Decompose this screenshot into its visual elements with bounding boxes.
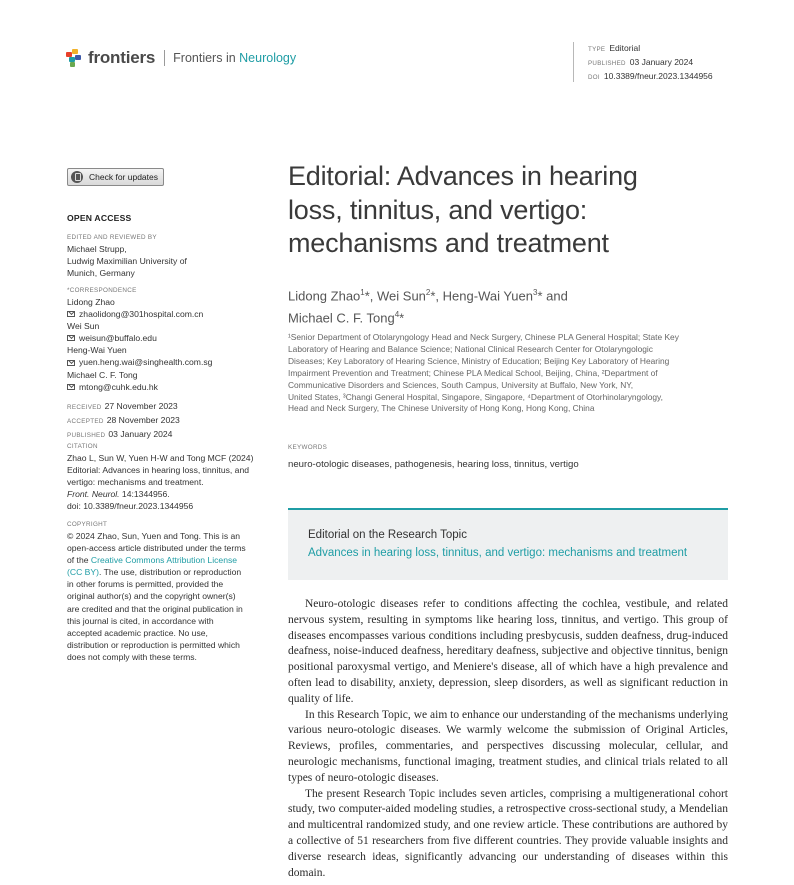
copyright-line: this journal is cited, in accordance with	[67, 615, 214, 626]
dates-section	[67, 400, 277, 442]
email-link[interactable]: weisun@buffalo.edu	[67, 332, 277, 344]
copyright-section	[67, 520, 277, 663]
citation-doi[interactable]: doi: 10.3389/fneur.2023.1344956	[67, 501, 194, 512]
check-updates-label: Check for updates	[89, 172, 158, 182]
affiliations: ¹Senior Department of Otolaryngology Head and Neck Surgery, Chinese PLA General Hospital; State Key Laboratory of Hearing and Balance Science; National Clinical Research Center for Otolaryngologic Diseases; Key Laboratory of Hearing Science, Ministry of Education; Beijing Key Laboratory of Hearing Impairment Prevention and Treatment; Chinese PLA Medical School, Beijing, China, ²Department of Communicative Disorders and Sciences, South Campus, University at Buffalo, New York, NY, United States, ³Changi General Hospital, Singapore, Singapore, ⁴Department of Otorhinolaryngology, Head and Neck Surgery, The Chinese University of Hong Kong, Hong Kong, China	[288, 332, 679, 414]
correspondent-name: Michael C. F. Tong	[67, 369, 138, 380]
copyright-line: open-access article distributed under the terms	[67, 543, 246, 554]
correspondent-name: Wei Sun	[67, 321, 100, 332]
body-paragraph: The present Research Topic includes seven articles, comprising a multigenerational cohort study, two computer-aided modeling studies, a retrospective cross-sectional study, a Mendelian and multicentral randomized study, and one review article. These contributions are authored by a collective of 51 researchers from five different countries. They provide valuable insights and diverse research ideas, significantly advancing our understanding of diseases within this domain.	[288, 787, 728, 879]
mail-icon	[67, 384, 75, 390]
editor-line: Munich, Germany	[67, 268, 135, 279]
correspondent-name: Heng-Wai Yuen	[67, 345, 127, 356]
journal-name: Frontiers in Neurology	[173, 51, 297, 65]
keywords: neuro-otologic diseases, pathogenesis, hearing loss, tinnitus, vertigo	[288, 459, 579, 470]
received-date: RECEIVED 27 November 2023	[67, 401, 178, 411]
keywords-heading: KEYWORDS	[288, 444, 328, 451]
copyright-line: accepted academic practice. No use,	[67, 627, 208, 638]
article-body	[288, 597, 728, 881]
frontiers-logo-icon	[66, 49, 82, 67]
editor-section	[67, 233, 277, 279]
article-doi[interactable]: DOI 10.3389/fneur.2023.1344956	[588, 71, 713, 81]
copyright-line: (CC BY). The use, distribution or reproduction	[67, 567, 242, 578]
author-list: Lidong Zhao$^1$*, Wei Sun$^2$*, Heng-Wai Yuen$^3$* and Michael C. F. Tong$^4$*	[288, 288, 568, 326]
citation-journal: Front. Neurol. 14:1344956.	[67, 489, 170, 500]
mail-icon	[67, 335, 75, 341]
license-link[interactable]: Creative Commons Attribution License	[90, 555, 238, 566]
article-title: Editorial: Advances in hearing loss, tinnitus, and vertigo: mechanisms and treatment	[288, 161, 638, 258]
bookmark-icon	[71, 171, 83, 183]
copyright-line: © 2024 Zhao, Sun, Yuen and Tong. This is an	[67, 531, 241, 541]
copyright-line: in other forums is permitted, provided the	[67, 579, 224, 590]
correspondent-name: Lidong Zhao	[67, 297, 115, 307]
check-for-updates-button[interactable]	[67, 168, 164, 186]
section-heading: EDITED AND REVIEWED BY	[67, 234, 157, 241]
copyright-line: are credited and that the original publication in	[67, 603, 243, 614]
editor-line: Ludwig Maximilian University of	[67, 256, 187, 267]
citation-section	[67, 442, 277, 512]
article-type: TYPE Editorial	[588, 43, 641, 53]
brand-divider	[164, 50, 165, 66]
topic-heading: Editorial on the Research Topic	[308, 529, 467, 541]
citation-line: Zhao L, Sun W, Yuen H-W and Tong MCF (2024)	[67, 453, 254, 463]
research-topic-box	[288, 508, 728, 580]
publish-date: PUBLISHED 03 January 2024	[588, 57, 694, 67]
license-link[interactable]: (CC BY)	[67, 567, 99, 578]
editor-line: Michael Strupp,	[67, 244, 127, 254]
copyright-line: distribution or reproduction is permitted which	[67, 639, 240, 650]
correspondence-section	[67, 286, 277, 393]
topic-link[interactable]: Advances in hearing loss, tinnitus, and vertigo: mechanisms and treatment	[308, 547, 688, 559]
citation-line: Editorial: Advances in hearing loss, tinnitus, and	[67, 465, 250, 476]
mail-icon	[67, 360, 75, 366]
email-link[interactable]: zhaolidong@301hospital.com.cn	[67, 308, 277, 320]
article-meta	[573, 42, 713, 82]
body-paragraph: Neuro-otologic diseases refer to conditions affecting the cochlea, vestibule, and related nervous system, resulting in symptoms like hearing loss, tinnitus, and vertigo. This group of diseases encompasses various conditions including presbycusis, sudden deafness, drug-induced deafness, noise-induced deafness, hereditary deafness, subjective and objective tinnitus, benign positional paroxysmal vertigo, and Meniere's disease, all of which have a high prevalence and often lead to disability, anxiety, depression, sleep disorders, as well as significant reduction in quality of life.	[288, 598, 728, 705]
section-heading: CITATION	[67, 443, 98, 450]
email-link[interactable]: yuen.heng.wai@singhealth.com.sg	[67, 356, 277, 368]
open-access-label: OPEN ACCESS	[67, 213, 132, 223]
copyright-line: does not comply with these terms.	[67, 651, 197, 662]
section-heading: COPYRIGHT	[67, 521, 108, 528]
published-date: PUBLISHED 03 January 2024	[67, 429, 173, 440]
body-paragraph: In this Research Topic, we aim to enhance our understanding of the mechanisms underlying various neuro-otologic diseases. We warmly welcome the submission of Original Articles, Reviews, profiles, commentaries, and perspectives discussing molecular, cellular, and neurologic mechanisms, functional imaging, treatment studies, and clinical trials related to all types of neuro-otologic diseases.	[288, 708, 728, 784]
journal-brand[interactable]	[66, 47, 296, 69]
section-heading: *CORRESPONDENCE	[67, 287, 137, 294]
copyright-line: of the Creative Commons Attribution License	[67, 555, 238, 566]
email-link[interactable]: mtong@cuhk.edu.hk	[67, 381, 277, 393]
accepted-date: ACCEPTED 28 November 2023	[67, 415, 180, 426]
brand-name: frontiers	[88, 48, 156, 67]
citation-line: vertigo: mechanisms and treatment.	[67, 477, 204, 488]
mail-icon	[67, 311, 75, 317]
copyright-line: original author(s) and the copyright owner(s)	[67, 591, 236, 602]
